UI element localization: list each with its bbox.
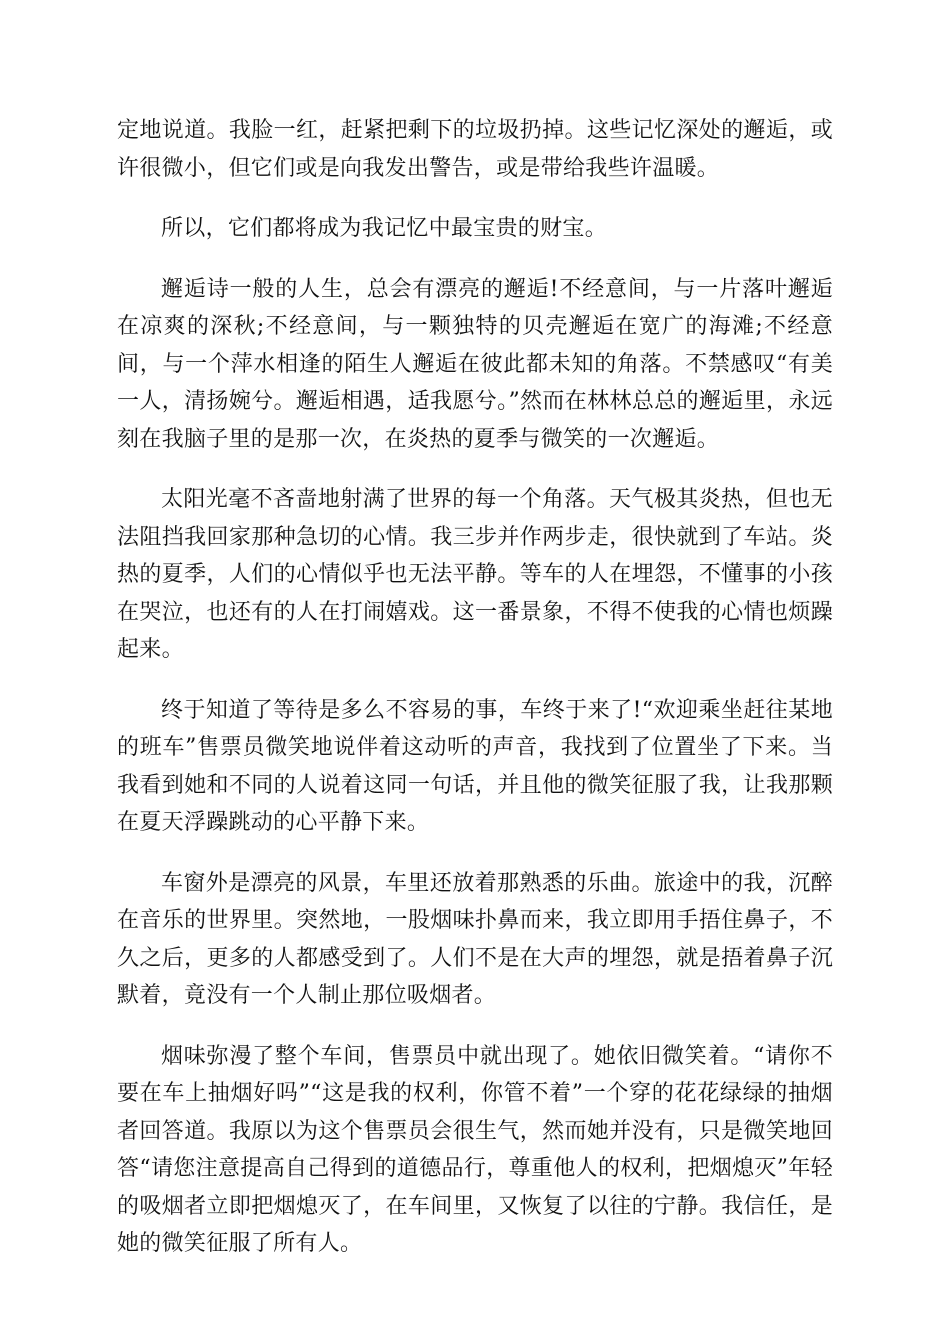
paragraph-3: 邂逅诗一般的人生，总会有漂亮的邂逅!不经意间，与一片落叶邂逅在凉爽的深秋;不经意间，与一颗独特的贝壳邂逅在宽广的海滩;不经意间，与一个萍水相逢的陌生人邂逅在彼此都未知的角落。不禁感叹“有美一人，清扬婉兮。邂逅相遇，适我愿兮。”然而在林林总总的邂逅里，永远刻在我脑子里的是那一次，在炎热的夏季与微笑的一次邂逅。 [117,276,833,452]
paragraph-6: 车窗外是漂亮的风景，车里还放着那熟悉的乐曲。旅途中的我，沉醉在音乐的世界里。突然地，一股烟味扑鼻而来，我立即用手捂住鼻子，不久之后，更多的人都感受到了。人们不是在大声的埋怨，就是捂着鼻子沉默着，竟没有一个人制止那位吸烟者。 [117,870,833,1008]
paragraph-5: 终于知道了等待是多么不容易的事，车终于来了!“欢迎乘坐赶往某地的班车”售票员微笑地说伴着这动听的声音，我找到了位置坐了下来。当我看到她和不同的人说着这同一句话，并且他的微笑征服了我，让我那颗在夏天浮躁跳动的心平静下来。 [117,697,833,835]
document-body [117,112,833,1286]
paragraph-7: 烟味弥漫了整个车间，售票员中就出现了。她依旧微笑着。“请你不要在车上抽烟好吗”“这是我的权利，你管不着”一个穿的花花绿绿的抽烟者回答道。我原以为这个售票员会很生气，然而她并没有，只是微笑地回答“请您注意提高自己得到的道德品行，尊重他人的权利，把烟熄灭”年轻的吸烟者立即把烟熄灭了，在车间里，又恢复了以往的宁静。我信任，是她的微笑征服了所有人。 [117,1043,833,1256]
paragraph-4: 太阳光毫不吝啬地射满了世界的每一个角落。天气极其炎热，但也无法阻挡我回家那种急切的心情。我三步并作两步走，很快就到了车站。炎热的夏季，人们的心情似乎也无法平静。等车的人在埋怨，不懂事的小孩在哭泣，也还有的人在打闹嬉戏。这一番景象，不得不使我的心情也烦躁起来。 [117,487,833,662]
paragraph-1: 定地说道。我脸一红，赶紧把剩下的垃圾扔掉。这些记忆深处的邂逅，或许很微小，但它们或是向我发出警告，或是带给我些许温暖。 [117,118,833,181]
paragraph-2: 所以，它们都将成为我记忆中最宝贵的财宝。 [161,216,608,241]
